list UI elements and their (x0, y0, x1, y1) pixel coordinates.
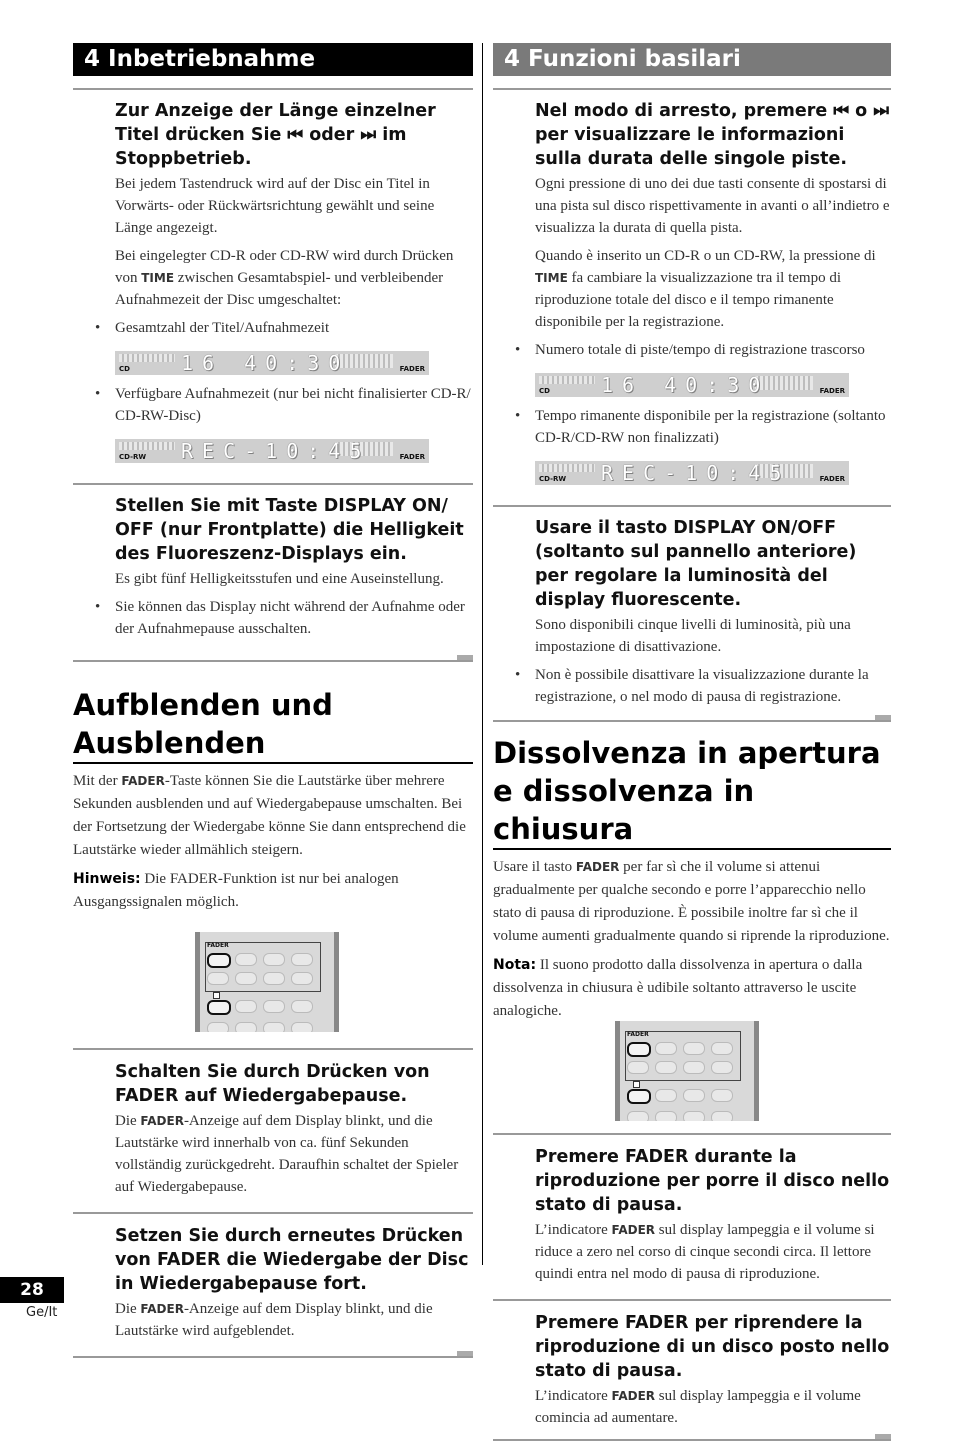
language-code: Ge/It (26, 1305, 58, 1320)
right-column (493, 43, 891, 1441)
paragraph: Mit der FADER-Taste können Sie die Lautstärke über mehrere Sekunden ausblenden und auf Wiedergabepause umschalten. Bei der Fortsetzung der Wiedergabe könne Sie dann entsprechend die Lautstärke wieder allmählich steigern. (73, 773, 466, 858)
bullet-item: • Sie können das Display nicht während der Aufnahme oder der Aufnahmepause ausschalten. (95, 599, 465, 637)
bullet-item: • Non è possibile disattivare la visualizzazione durante la registrazione, o nel modo di pausa di registrazione. (515, 667, 869, 705)
bullet-item: • Gesamtzahl der Titel/Aufnahmezeit (95, 320, 330, 336)
keyword: TIME (141, 271, 175, 285)
paragraph: Usare il tasto FADER per far sì che il volume si attenui gradualmente per qualche secondo e porre l’apparecchio nello stato di pausa di riproduzione. È possibile inoltre far sì che il volume aumenti gradualmente quando si riprende la riproduzione. (493, 859, 890, 944)
paragraph: Bei eingelegter CD-R oder CD-RW wird durch Drücken von TIME zwischen Gesamtabspiel- und verbleibender Aufnahmezeit der Disc umgeschaltet: (115, 248, 454, 308)
remote-illustration: FADER (615, 1021, 759, 1121)
section-header: 4 Funzioni basilari (493, 43, 891, 76)
paragraph: Bei jedem Tastendruck wird auf der Disc ein Titel in Vorwärts- oder Rückwärtsrichtung gewählt und seine Länge angezeigt. (115, 176, 435, 236)
paragraph: Quando è inserito un CD-R o un CD-RW, la pressione di TIME fa cambiare la visualizzazione tra il tempo di riproduzione totale del disco e il tempo rimanente disponibile per la registrazione. (535, 248, 876, 330)
paragraph: Es gibt fünf Helligkeitsstufen und eine Auseinstellung. (115, 571, 444, 587)
keyword: FADER (611, 1389, 656, 1403)
page-number: 28 (0, 1277, 64, 1303)
paragraph: L’indicatore FADER sul display lampeggia e il volume comincia ad aumentare. (535, 1388, 861, 1426)
divider (73, 1048, 473, 1050)
bullet-item: • Tempo rimanente disponibile per la registrazione (soltanto CD-R/CD-RW non finalizzati) (515, 408, 886, 446)
section-end-rule (73, 1356, 473, 1358)
step-title: Premere FADER per riprendere la riproduzione di un disco posto nello stato di pausa. (535, 1313, 890, 1381)
keyword: FADER (140, 1114, 184, 1128)
paragraph: L’indicatore FADER sul display lampeggia e il volume si riduce a zero nel corso di cinque secondi circa. Il lettore quindi entra nel modo di pausa di riproduzione. (535, 1222, 875, 1282)
step-title: Schalten Sie durch Drücken von FADER auf Wiedergabepause. (115, 1062, 430, 1106)
step-title: Premere FADER durante la riproduzione per porre il disco nello stato di pausa. (535, 1147, 890, 1215)
section-end-rule (73, 660, 473, 662)
page-heading: Dissolvenza in apertura e dissolvenza in chiusura (493, 734, 891, 850)
fl-display: REC-10:45 CD-RW FADER (535, 461, 849, 485)
paragraph: Die FADER-Anzeige auf dem Display blinkt, und die Lautstärke wird aufgeblendet. (115, 1301, 433, 1339)
paragraph: Sono disponibili cinque livelli di luminosità, più una impostazione di disattivazione. (535, 617, 851, 655)
divider (493, 1299, 891, 1301)
keyword: FADER (121, 774, 165, 788)
step-title: Nel modo di arresto, premere ⏮ o ⏭ per visualizzare le informazioni sulla durata delle singole piste. (535, 101, 890, 169)
hint: Nota: Il suono prodotto dalla dissolvenza in apertura o dalla dissolvenza in chiusura è udibile soltanto attraverso le uscite analogiche. (493, 957, 863, 1019)
keyword: FADER (140, 1302, 184, 1316)
fl-display: 16 40:30 CD FADER (535, 373, 849, 397)
column-divider (482, 43, 483, 1265)
fl-display: 16 40:30 CD FADER (115, 351, 429, 375)
keyword: FADER (575, 860, 620, 874)
hint: Hinweis: Die FADER-Funktion ist nur bei analogen Ausgangssignalen möglich. (73, 871, 399, 910)
step-title: Usare il tasto DISPLAY ON/OFF (soltanto sul pannello anteriore) per regolare la luminosità del display fluorescente. (535, 518, 857, 610)
divider (73, 88, 473, 90)
step-title: Zur Anzeige der Länge einzelner Titel drücken Sie ⏮ oder ⏭ im Stoppbetrieb. (115, 101, 436, 169)
keyword: TIME (535, 271, 568, 285)
divider (493, 505, 891, 507)
page-heading: Aufblenden und Ausblenden (73, 686, 473, 764)
bullet-item: • Numero totale di piste/tempo di registrazione trascorso (515, 342, 865, 358)
divider (493, 88, 891, 90)
divider (73, 1212, 473, 1214)
remote-illustration: FADER (195, 932, 339, 1032)
paragraph: Die FADER-Anzeige auf dem Display blinkt, und die Lautstärke wird innerhalb von ca. fünf Sekunden vollständig zurückgedreht. Daraufhin schaltet der Spieler auf Wiedergabepause. (115, 1113, 459, 1195)
section-header: 4 Inbetriebnahme (73, 43, 473, 76)
keyword: FADER (611, 1223, 656, 1237)
step-title: Setzen Sie durch erneutes Drücken von FADER die Wiedergabe der Disc in Wiedergabepause fort. (115, 1226, 469, 1294)
left-column (73, 43, 473, 1358)
step-title: Stellen Sie mit Taste DISPLAY ON/ OFF (nur Frontplatte) die Helligkeit des Fluoreszenz-Displays ein. (115, 496, 464, 564)
section-end-rule (493, 720, 891, 722)
paragraph: Ogni pressione di uno dei due tasti consente di spostarsi di una pista sul disco rispettivamente in avanti o all’indietro e visualizza la durata di quella pista. (535, 176, 890, 236)
divider (493, 1133, 891, 1135)
fl-display: REC-10:45 CD-RW FADER (115, 439, 429, 463)
divider (73, 483, 473, 485)
bullet-item: • Verfügbare Aufnahmezeit (nur bei nicht finalisierter CD-R/ CD-RW-Disc) (95, 386, 471, 424)
